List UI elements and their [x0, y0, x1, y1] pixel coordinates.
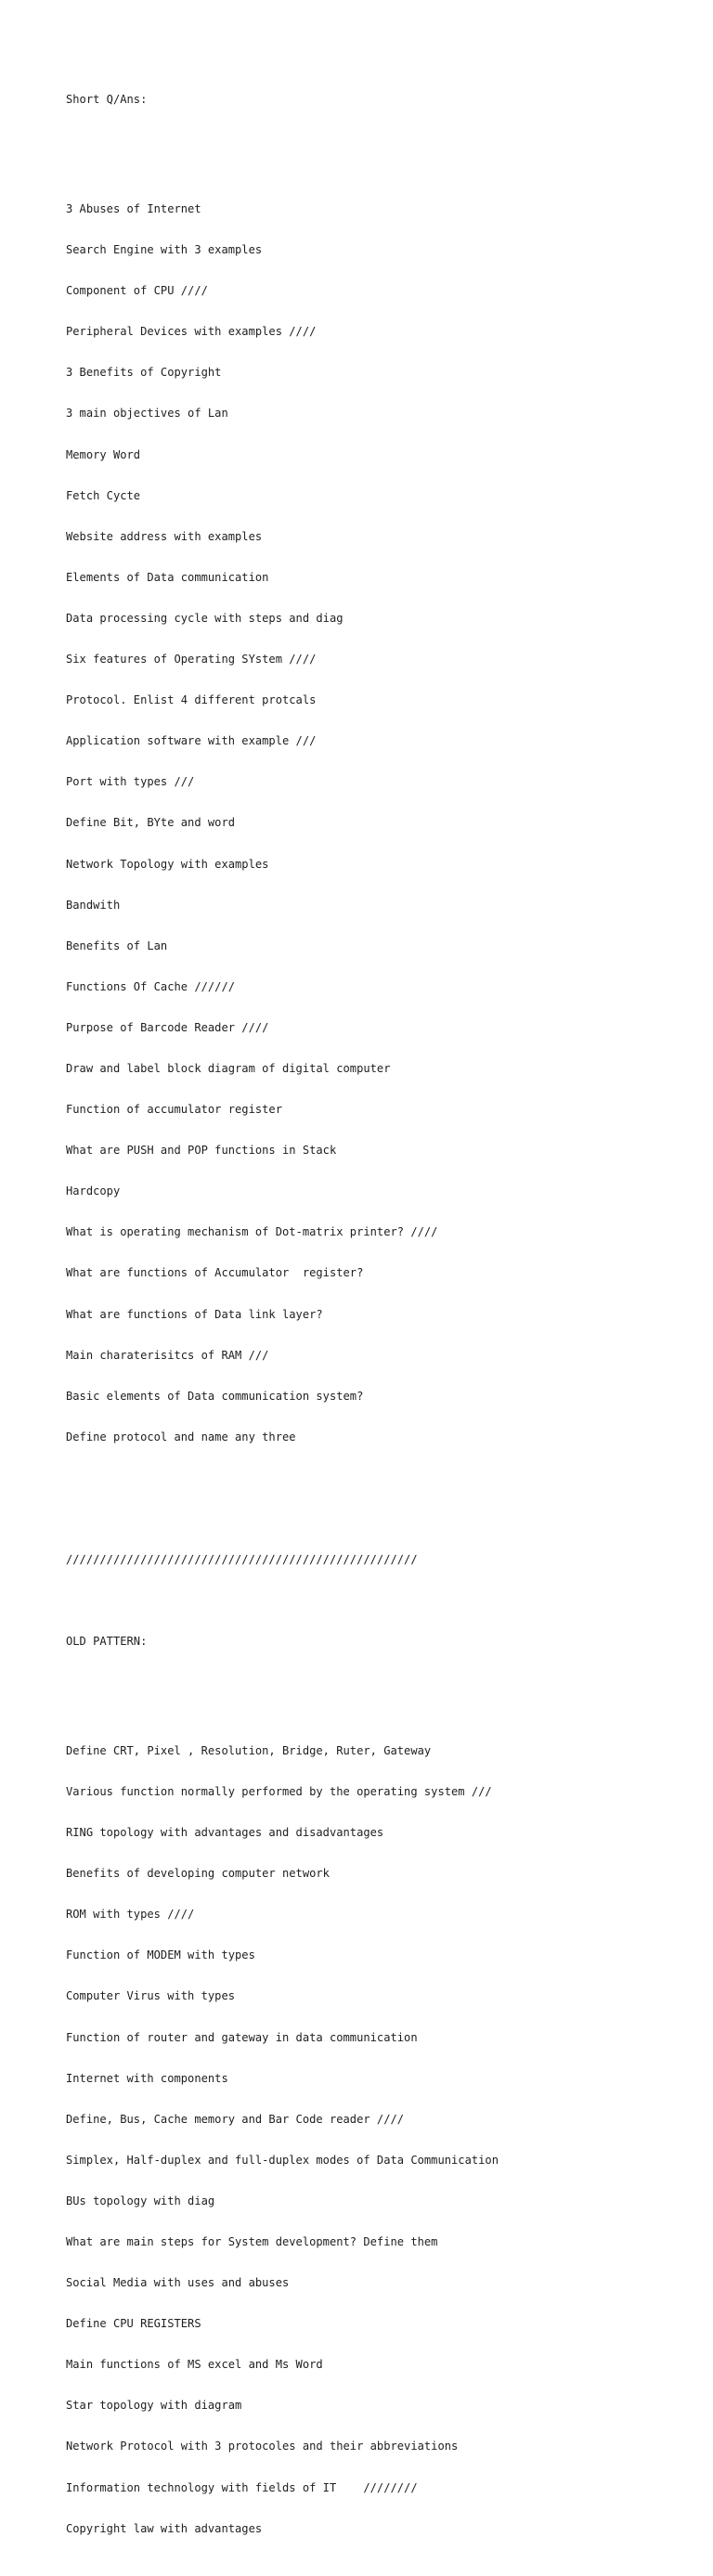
list-item: Simplex, Half-duplex and full-duplex modes of Data Communication	[66, 2153, 499, 2167]
list-item: Functions Of Cache //////	[66, 979, 236, 993]
separator-line: ////////////////////////////////////////////////////	[66, 1553, 418, 1567]
list-item: Copyright law with advantages	[66, 2521, 263, 2535]
list-item: Purpose of Barcode Reader ////	[66, 1020, 269, 1034]
list-item: Basic elements of Data communication system?	[66, 1389, 364, 1403]
old-pattern-list	[66, 1716, 697, 2562]
list-item: Draw and label block diagram of digital computer	[66, 1061, 391, 1075]
blank-line	[66, 1676, 697, 1689]
list-item: Network Topology with examples	[66, 857, 269, 871]
blank-line	[66, 1498, 697, 1525]
list-item: Search Engine with 3 examples	[66, 243, 263, 257]
list-item: What are functions of Data link layer?	[66, 1307, 323, 1321]
list-item: What are PUSH and POP functions in Stack	[66, 1144, 337, 1158]
list-item: 3 Abuses of Internet	[66, 202, 201, 215]
list-item: Main charaterisitcs of RAM ///	[66, 1348, 269, 1362]
blank-line	[66, 135, 697, 149]
list-item: What is operating mechanism of Dot-matrix printer? ////	[66, 1225, 438, 1239]
list-item: Function of accumulator register	[66, 1103, 282, 1117]
list-item: Network Protocol with 3 protocoles and their abbreviations	[66, 2440, 459, 2453]
list-item: Define protocol and name any three	[66, 1430, 296, 1443]
list-item: Six features of Operating SYstem ////	[66, 653, 317, 667]
list-item: Data processing cycle with steps and diag	[66, 611, 344, 625]
list-item: Elements of Data communication	[66, 570, 269, 584]
list-item: ROM with types ////	[66, 1908, 195, 1922]
list-item: Bandwith	[66, 898, 121, 912]
list-item: Benefits of developing computer network	[66, 1867, 330, 1881]
list-item: Function of router and gateway in data communication	[66, 2030, 418, 2044]
list-item: What are main steps for System development? Define them	[66, 2235, 438, 2249]
list-item: What are functions of Accumulator register?	[66, 1266, 364, 1280]
list-item: Main functions of MS excel and Ms Word	[66, 2358, 323, 2372]
list-item: Website address with examples	[66, 529, 263, 543]
list-item: Define Bit, BYte and word	[66, 816, 236, 830]
list-item: Define CRT, Pixel , Resolution, Bridge, Ruter, Gateway	[66, 1743, 432, 1757]
list-item: Internet with components	[66, 2071, 228, 2085]
short-qa-list	[66, 175, 697, 1471]
list-item: 3 Benefits of Copyright	[66, 366, 222, 380]
list-item: Define, Bus, Cache memory and Bar Code reader ////	[66, 2112, 405, 2126]
list-item: Computer Virus with types	[66, 1989, 236, 2003]
blank-line	[66, 1594, 697, 1608]
list-item: Port with types ///	[66, 775, 195, 789]
list-item: Protocol. Enlist 4 different protcals	[66, 693, 317, 707]
list-item: RING topology with advantages and disadvantages	[66, 1826, 384, 1840]
list-item: BUs topology with diag	[66, 2194, 215, 2207]
list-item: Define CPU REGISTERS	[66, 2317, 201, 2331]
list-item: Hardcopy	[66, 1184, 121, 1198]
list-item: 3 main objectives of Lan	[66, 407, 228, 421]
list-item: Application software with example ///	[66, 734, 317, 748]
short-qa-heading: Short Q/Ans:	[66, 93, 148, 107]
document-page	[66, 66, 697, 2576]
list-item: Peripheral Devices with examples ////	[66, 325, 317, 339]
list-item: Social Media with uses and abuses	[66, 2276, 290, 2290]
list-item: Function of MODEM with types	[66, 1948, 255, 1962]
list-item: Fetch Cycte	[66, 488, 141, 502]
list-item: Star topology with diagram	[66, 2399, 242, 2413]
list-item: Benefits of Lan	[66, 938, 168, 952]
list-item: Information technology with fields of IT ////////	[66, 2480, 418, 2494]
list-item: Component of CPU ////	[66, 284, 208, 298]
list-item: Memory Word	[66, 447, 141, 461]
list-item: Various function normally performed by the operating system ///	[66, 1784, 492, 1798]
old-pattern-heading: OLD PATTERN:	[66, 1635, 148, 1649]
